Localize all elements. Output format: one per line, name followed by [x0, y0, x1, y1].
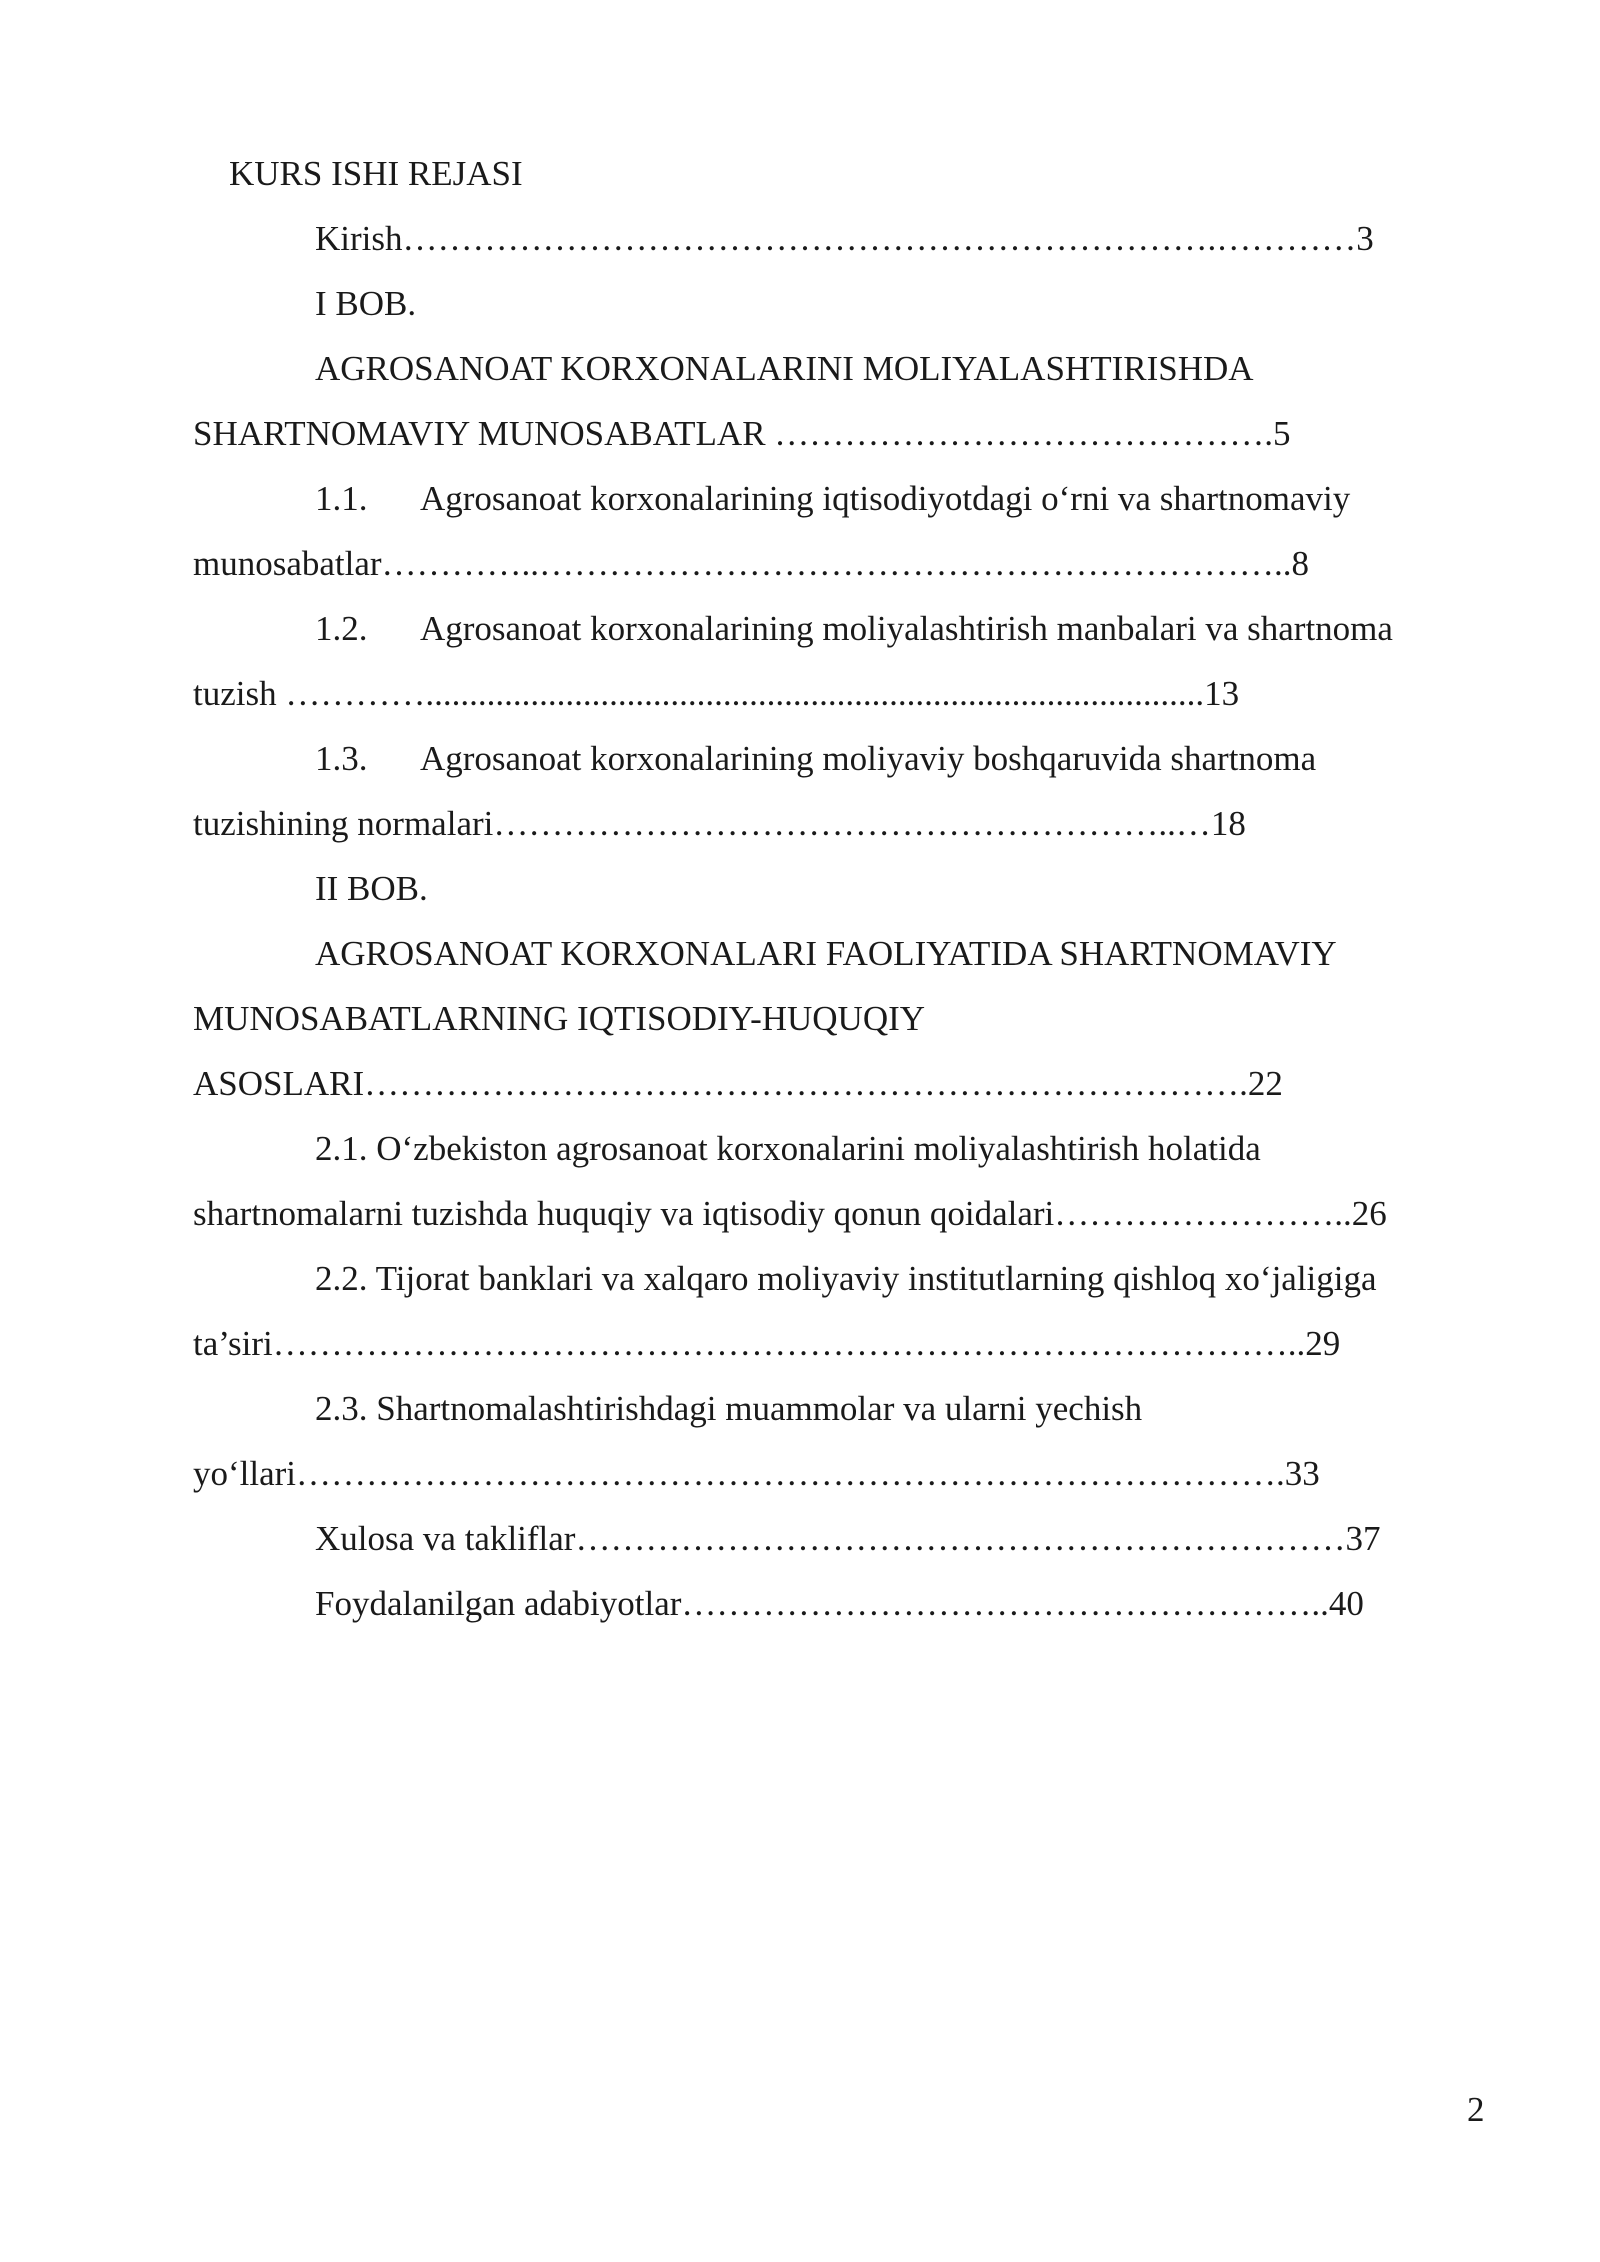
toc-chapter-1-label: I BOB. [315, 284, 417, 323]
toc-chapter-2-label: II BOB. [315, 869, 428, 908]
toc-section-1-1-line2: munosabatlar…………..………………………………………………………..8 [193, 544, 1310, 583]
toc-entry-kirish: Kirish…………………………………………………………….…………3 [315, 219, 1374, 258]
toc-chapter-1-title-line2: SHARTNOMAVIY MUNOSABATLAR …………………………………….5 [193, 414, 1291, 453]
page-number: 2 [1467, 2090, 1485, 2129]
toc-section-text: Agrosanoat korxonalarining moliyalashtirish manbalari va shartnoma [420, 609, 1393, 648]
toc-section-2-1-line2: shartnomalarni tuzishda huquqiy va iqtisodiy qonun qoidalari……………………..26 [193, 1194, 1387, 1233]
toc-section-number: 1.2. [315, 609, 368, 648]
toc-section-2-3-line2: yo‘llari………………………………………………………………………….33 [193, 1454, 1320, 1493]
toc-section-1-3-line1 [315, 739, 1316, 779]
toc-section-2-1-line1: 2.1. O‘zbekiston agrosanoat korxonalarini moliyalashtirish holatida [315, 1129, 1261, 1168]
toc-chapter-2-title-line2: MUNOSABATLARNING IQTISODIY-HUQUQIY [193, 999, 926, 1038]
page-title: KURS ISHI REJASI [229, 154, 523, 193]
toc-section-1-3-line2: tuzishining normalari…………………………………………………..…18 [193, 804, 1246, 843]
toc-section-number: 1.1. [315, 479, 368, 518]
toc-section-1-1-line1 [315, 479, 1350, 519]
toc-section-text: Agrosanoat korxonalarining moliyaviy boshqaruvida shartnoma [420, 739, 1317, 778]
toc-section-2-2-line1: 2.2. Tijorat banklari va xalqaro moliyaviy institutlarning qishloq xo‘jaligiga [315, 1259, 1377, 1298]
toc-section-text: Agrosanoat korxonalarining iqtisodiyotdagi o‘rni va shartnomaviy [420, 479, 1351, 518]
toc-chapter-1-title-line1: AGROSANOAT KORXONALARINI MOLIYALASHTIRISHDA [315, 349, 1254, 388]
toc-section-1-2-line1 [315, 609, 1393, 649]
toc-entry-xulosa: Xulosa va takliflar…………………………………………………………37 [315, 1519, 1381, 1558]
toc-chapter-2-title-line3: ASOSLARI………………………………………………………………….22 [193, 1064, 1283, 1103]
toc-chapter-2-title-line1: AGROSANOAT KORXONALARI FAOLIYATIDA SHARTNOMAVIY [315, 934, 1337, 973]
toc-section-number: 1.3. [315, 739, 368, 778]
toc-section-1-2-line2: tuzish ………….........................................................................................13 [193, 674, 1240, 713]
toc-section-2-2-line2: ta’siri……………………………………………………………………………..29 [193, 1324, 1341, 1363]
toc-section-2-3-line1: 2.3. Shartnomalashtirishdagi muammolar va ularni yechish [315, 1389, 1143, 1428]
toc-entry-adabiyotlar: Foydalanilgan adabiyotlar………………………………………………..40 [315, 1584, 1364, 1623]
